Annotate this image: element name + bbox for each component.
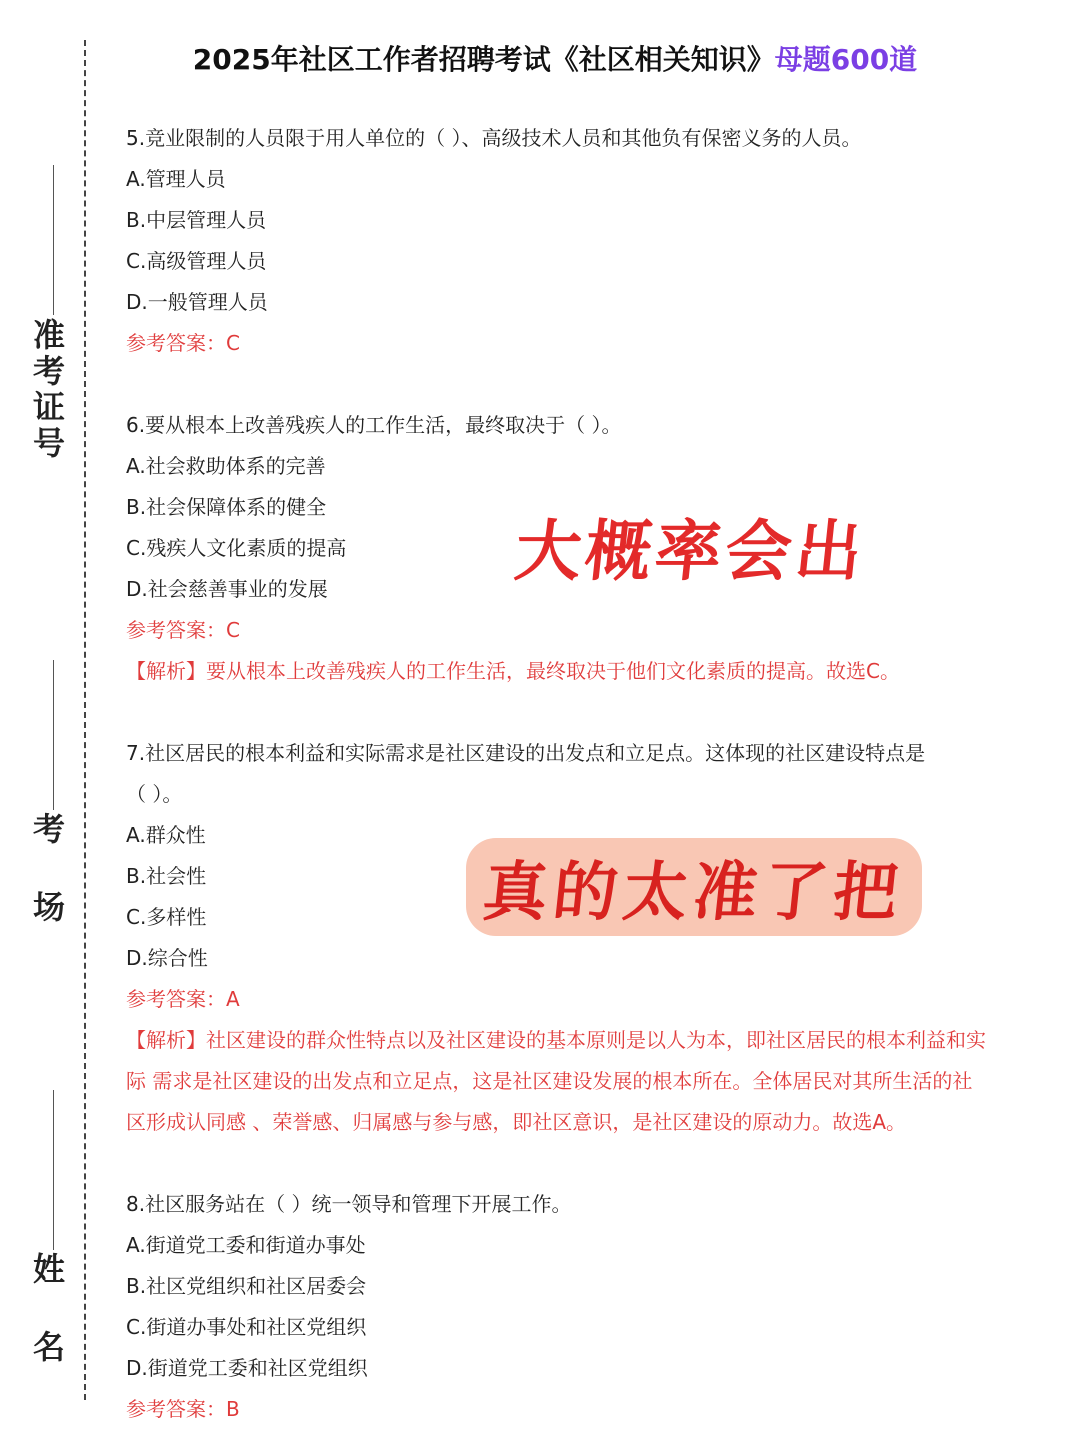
page-title [110,38,1000,78]
question-6-option-b: B.社会保障体系的健全 [126,495,327,519]
title-accent: 母题600道 [774,43,918,76]
binding-strip [0,0,100,1440]
question-8-option-d: D.街道党工委和社区党组织 [126,1356,368,1380]
question-8-answer: 参考答案：B [126,1397,240,1421]
question-5-option-a: A.管理人员 [126,167,226,191]
exam-id-line [53,165,54,315]
question-7-answer: 参考答案：A [126,987,240,1011]
sticker-likely: 大概率会出 [511,512,870,590]
question-7-option-a: A.群众性 [126,823,206,847]
title-main: 2025年社区工作者招聘考试《社区相关知识》 [192,43,775,76]
question-7-option-c: C.多样性 [126,905,207,929]
question-7-option-b: B.社会性 [126,864,207,888]
question-7-option-d: D.综合性 [126,946,208,970]
exam-room-line [53,660,54,810]
question-8-option-a: A.街道党工委和街道办事处 [126,1233,366,1257]
question-7-stem-line2: （ ）。 [126,782,183,806]
name-line [53,1090,54,1250]
question-8-option-b: B.社区党组织和社区居委会 [126,1274,367,1298]
question-6-analysis: 【解析】要从根本上改善残疾人的工作生活，最终取决于他们文化素质的提高。故选C。 [126,659,900,683]
question-6-option-d: D.社会慈善事业的发展 [126,577,328,601]
question-6-stem: 6.要从根本上改善残疾人的工作生活，最终取决于（ ）。 [126,413,622,437]
question-5-option-c: C.高级管理人员 [126,249,267,273]
question-7-analysis-line3: 区形成认同感 、荣誉感、归属感与参与感，即社区意识，是社区建设的原动力。故选A。 [126,1110,907,1134]
sticker-accurate-badge [466,838,922,936]
question-6-option-c: C.残疾人文化素质的提高 [126,536,347,560]
question-8-option-c: C.街道办事处和社区党组织 [126,1315,367,1339]
question-6-option-a: A.社会救助体系的完善 [126,454,326,478]
question-7-stem-line1: 7.社区居民的根本利益和实际需求是社区建设的出发点和立足点。这体现的社区建设特点是 [126,741,926,765]
cut-line [84,40,86,1400]
exam-room-label: 考 场 [28,812,66,926]
sticker-accurate-text: 真的太准了把 [479,855,908,930]
question-5-option-b: B.中层管理人员 [126,208,267,232]
question-5-option-d: D.一般管理人员 [126,290,268,314]
question-list [126,118,1066,1430]
exam-id-label: 准考证号 [28,318,66,462]
question-8-stem: 8.社区服务站在（ ）统一领导和管理下开展工作。 [126,1192,572,1216]
name-label: 姓 名 [28,1252,66,1366]
question-7-analysis-line1: 【解析】社区建设的群众性特点以及社区建设的基本原则是以人为本，即社区居民的根本利益和实 [126,1028,986,1052]
question-7-analysis-line2: 际 需求是社区建设的出发点和立足点，这是社区建设发展的根本所在。全体居民对其所生活的社 [126,1069,973,1093]
question-5-answer: 参考答案：C [126,331,240,355]
question-6-answer: 参考答案：C [126,618,240,642]
question-5-stem: 5.竞业限制的人员限于用人单位的（ ）、高级技术人员和其他负有保密义务的人员。 [126,126,862,150]
